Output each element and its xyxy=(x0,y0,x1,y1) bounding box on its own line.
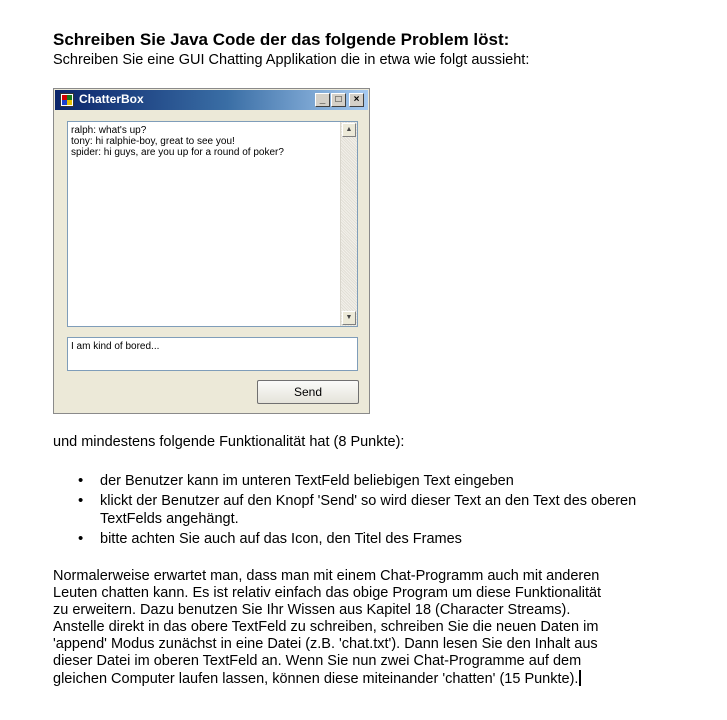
chat-line: tony: hi ralphie-boy, great to see you! xyxy=(71,136,235,147)
close-icon: × xyxy=(349,93,364,107)
extension-paragraph xyxy=(53,568,663,688)
list-item-text: bitte achten Sie auch auf das Icon, den Titel des Frames xyxy=(100,531,462,547)
bullet-icon: • xyxy=(78,472,84,489)
paragraph-line: Normalerweise erwartet man, dass man mit einem Chat-Programm auch mit anderen xyxy=(53,568,600,584)
list-item xyxy=(78,472,660,490)
list-item xyxy=(78,492,660,528)
message-input-field: I am kind of bored... xyxy=(67,337,358,371)
scroll-up-arrow-icon: ▲ xyxy=(342,123,356,137)
send-button: Send xyxy=(257,380,359,404)
minimize-icon: _ xyxy=(315,93,330,107)
list-item-text: der Benutzer kann im unteren TextFeld beliebigen Text eingeben xyxy=(100,473,514,489)
paragraph-line-last xyxy=(53,670,663,688)
app-icon xyxy=(60,93,74,107)
chatterbox-window-screenshot xyxy=(53,88,370,414)
bullet-icon: • xyxy=(78,492,84,509)
list-item-text: klickt der Benutzer auf den Knopf 'Send' so wird dieser Text an den Text des oberen TextFelds angehängt. xyxy=(100,493,637,527)
paragraph-line: zu erweitern. Dazu benutzen Sie Ihr Wissen aus Kapitel 18 (Character Streams). xyxy=(53,602,571,618)
scroll-down-arrow-icon: ▼ xyxy=(342,311,356,325)
requirements-list xyxy=(78,472,660,548)
task-subheading: Schreiben Sie eine GUI Chatting Applikation die in etwa wie folgt aussieht: xyxy=(53,52,530,68)
window-titlebar xyxy=(55,90,368,110)
window-title: ChatterBox xyxy=(79,92,144,106)
chat-lines xyxy=(68,125,284,158)
chat-line: spider: hi guys, are you up for a round of poker? xyxy=(71,147,284,158)
task-heading: Schreiben Sie Java Code der das folgende Problem löst: xyxy=(53,30,510,49)
chat-scrollbar xyxy=(340,122,357,326)
paragraph-line: gleichen Computer laufen lassen, können diese miteinander 'chatten' (15 Punkte). xyxy=(53,671,579,687)
paragraph-line: 'append' Modus zunächst in eine Datei (z.B. 'chat.txt'). Dann lesen Sie den Inhalt aus xyxy=(53,636,598,652)
list-item xyxy=(78,530,660,548)
chat-line: ralph: what's up? xyxy=(71,125,147,136)
maximize-icon: □ xyxy=(331,93,346,107)
bullet-icon: • xyxy=(78,530,84,547)
paragraph-line: Leuten chatten kann. Es ist relativ einfach das obige Program um diese Funktionalität xyxy=(53,585,602,601)
paragraph-line: Anstelle direkt in das obere TextFeld zu schreiben, schreiben Sie die neuen Daten im xyxy=(53,619,599,635)
intro-text: und mindestens folgende Funktionalität hat (8 Punkte): xyxy=(53,434,405,450)
chat-text-area xyxy=(67,121,358,327)
text-caret xyxy=(579,670,581,686)
paragraph-line: dieser Datei im oberen TextFeld an. Wenn Sie nun zwei Chat-Programme auf dem xyxy=(53,653,582,669)
